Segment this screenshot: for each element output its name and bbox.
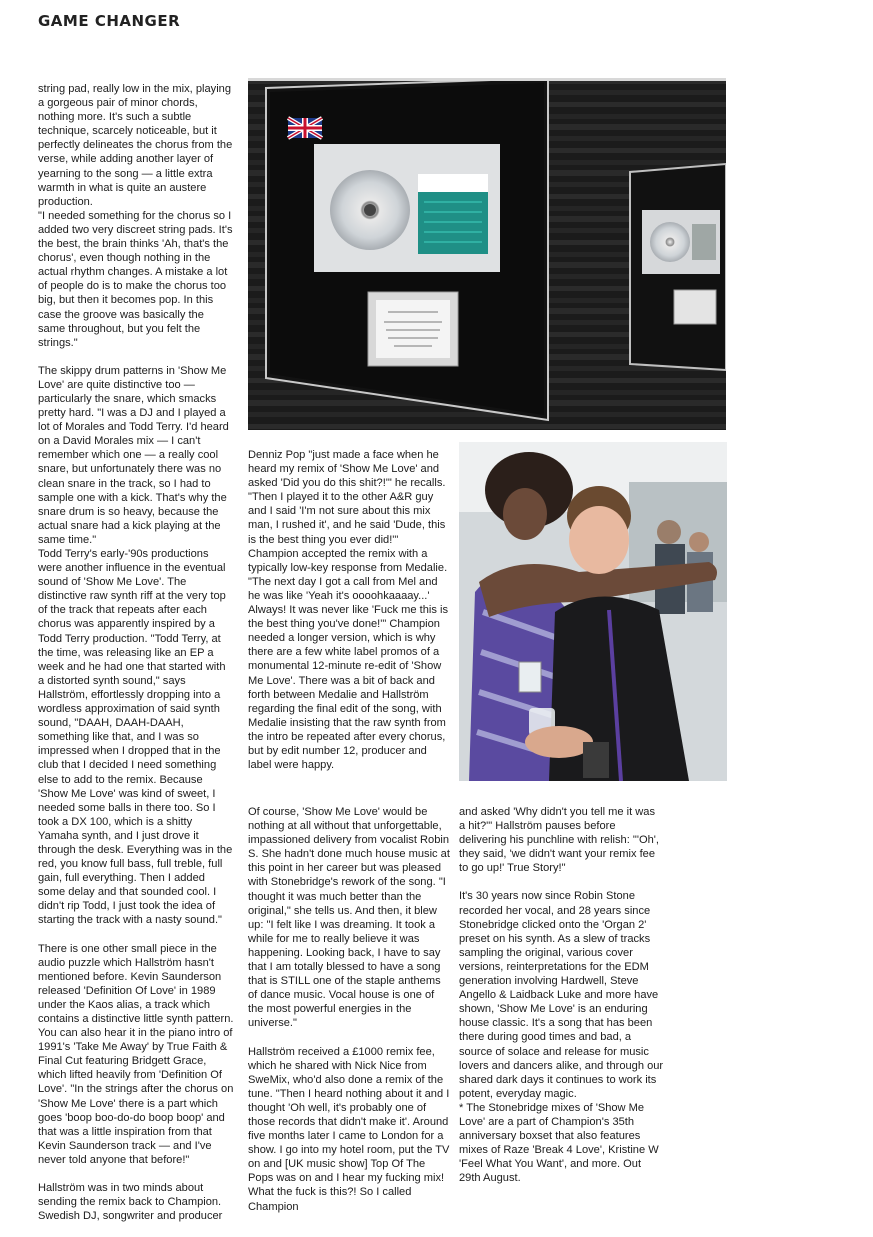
framed-record-award-photo: [248, 78, 726, 430]
badge: [519, 662, 541, 692]
paragraph: and asked 'Why didn't you tell me it was a hit?'" Hallström pauses before delivering his punchline with relish: "'Oh', they said, 'we didn't want your remix fee to go up!' True Story!": [459, 806, 659, 875]
paragraph: * The Stonebridge mixes of 'Show Me Love' are a part of Champion's 35th anniversary boxset that also features mixes of Raze 'Break 4 Love', Kristine W 'Feel What You Want', and more. Out 29th August.: [459, 1101, 659, 1185]
paragraph: The skippy drum patterns in 'Show Me Love' are quite distinctive too — particularly the snare, which smacks pretty hard. "I was a DJ and I played a lot of Morales and Todd Terry. I'd heard on a David Morales mix — I can't remember which one — a really cool snare, but unfortunately there was no clean snare in the track, so I had to sample one with a kick. That's why the snare drum is so heavy, because the actual snare had a kick playing at the same time.": [38, 364, 229, 546]
paragraph: "I needed something for the chorus so I added two very discreet string pads. It's the best, the brain thinks 'Ah, that's the chorus', even though nothing in the actual rhythm changes. A mistake a lot of people do is to make the chorus too big, but then it becomes pop. In this case the groove was basically the same throughout, but you felt the strings.": [38, 209, 233, 349]
paragraph: string pad, really low in the mix, playing a gorgeous pair of minor chords, nothing more. It's such a subtle technique, scarcely noticeable, but it perfectly delineates the chorus from the verse, while adding another layer of yearning to the song — a little extra warmth in what is quite an austere production.: [38, 83, 233, 208]
paragraph: Denniz Pop "just made a face when he heard my remix of 'Show Me Love' and asked 'Did you do this shit?!'" he recalls. "Then I played it to the other A&R guy and I said 'I'm not sure about this mix man, I rushed it', and he said 'Dude, this is the best thing you ever did!'" Champion accepted the remix with a typically low-key response from Medalie. "The next day I got a call from Mel and he was like 'Yeah it's oooohkaaaay...' Always! It was never like 'Fuck me this is the best thing you've done!'" Champion needed a longer version, which is why there are a few white label promos of a monumental 12-minute re-edit of 'Show Me Love'. There was a bit of back and forth between Medalie and Hallström regarding the final edit of the song, with Medalie insisting that the raw synth from the intro be repeated after every chorus, but by edit number 12, producer and label were happy.: [248, 449, 449, 772]
man-face: [569, 506, 629, 574]
main-frame: [266, 78, 548, 420]
article-column-1: [38, 82, 234, 1237]
paragraph: It's 30 years now since Robin Stone recorded her vocal, and 28 years since Stonebridge clicked onto the 'Organ 2' preset on his synth. As a slew of tracks sampling the original, various cover versions, reinterpretations for the EDM generation involving Hardwell, Steve Angello & Laidback Luke and more have shown, 'Show Me Love' is an enduring house classic. It's a song that has been there during good times and bad, a source of solace and release for music lovers and dancers alike, and through our shared dark days it continues to work its potent, everyday magic.: [459, 890, 664, 1100]
second-frame: [630, 164, 726, 370]
paragraph: Of course, 'Show Me Love' would be nothing at all without that unforgettable, impassioned delivery from vocalist Robin S. She hadn't done much house music at this point in her career but was pleased with Stonebridge's rework of the song. "I thought it was much better than the original," she tells us. And then, it blew up: "I felt like I was dreaming. It took a while for me to really believe it was happening. Looking back, I have to say that I am totally blessed to have a song that is STILL one of the staple anthems of dance music. Vocal house is one of the most powerful energies in the universe.": [248, 806, 450, 1030]
paragraph: Hallström received a £1000 remix fee, which he shared with Nick Nice from SweMix, who'd also done a remix of the tune. "Then I heard nothing about it and I thought 'Oh well, it's probably one of those records that didn't make it'. Around five months later I came to London for a show. I go into my hotel room, put the TV on and [UK music show] Top Of The Pops was on and I hear my fucking mix! What the fuck is this?! So I called Champion: [248, 1045, 450, 1213]
paragraph: There is one other small piece in the audio puzzle which Hallström hasn't mentioned before. Kevin Saunderson released 'Definition Of Love' in 1989 under the Kaos alias, a track which contains a distinctive little synth pattern. You can also hear it in the piano intro of 1991's 'Take Me Away' by True Faith & Final Cut featuring Bridgett Grace, which lifted heavily from 'Definition Of Love'. "In the strings after the chorus on 'Show Me Love' there is a part which goes 'boop boo-do-do boop boop' and that was a little inspiration from that Kevin Saunderson track — and I've never told anyone that before!": [38, 942, 234, 1166]
hug-photo: [459, 442, 727, 781]
paragraph: Todd Terry's early-'90s productions were another influence in the eventual sound of 'Show Me Love'. The distinctive raw synth riff at the very top of the track that repeats after each chorus was apparently inspired by a Todd Terry production. "Todd Terry, at the time, was releasing like an EP a week and he had one that started with a distorted synth sound," says Hallström, effortlessly dropping into a wordless approximation of said synth sound, "DAAH, DAAH-DAAH, something like that, and I was so impressed when I dropped that in the club that I decided I need something else to add to the remix. Because 'Show Me Love' was kind of sweet, I needed some balls in there too. So I took a DX 100, which is a shitty Yamaha synth, and I just drove it through the desk. Everything was in the red, you know full bass, full treble, full gain, full everything. Then I added some delay and that sounded cool. I didn't rip Todd, I just took the idea of starting the track with a nasty sound.": [38, 548, 233, 927]
article-column-2: [248, 448, 448, 786]
paragraph: Hallström was in two minds about sending the remix back to Champion. Swedish DJ, songwriter and producer: [38, 1182, 223, 1223]
article-column-4: [459, 805, 664, 1199]
section-header: GAME CHANGER: [38, 12, 181, 30]
article-column-3: [248, 805, 450, 1228]
uk-flag-icon: [288, 118, 322, 138]
